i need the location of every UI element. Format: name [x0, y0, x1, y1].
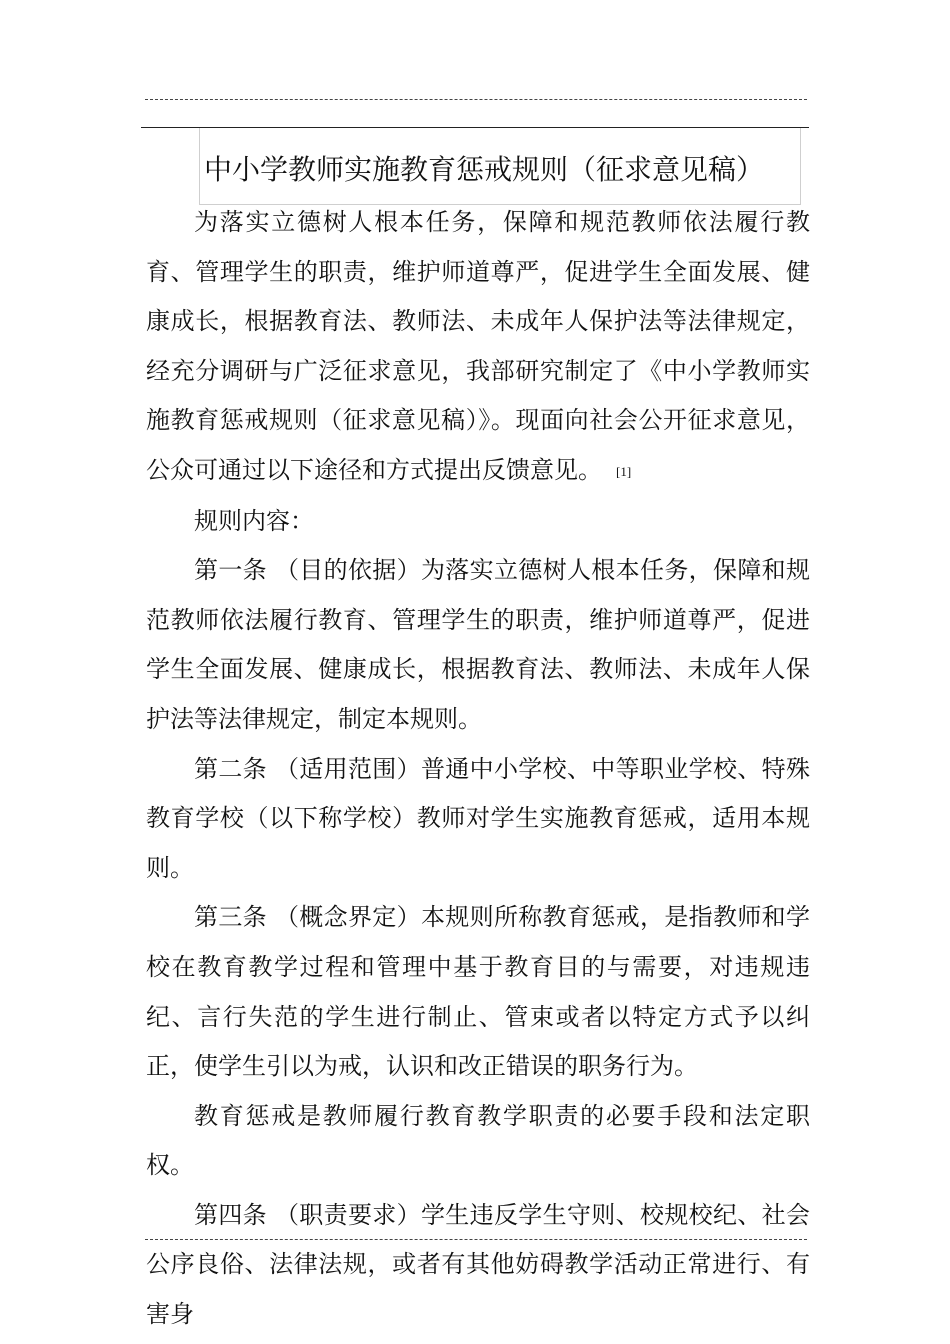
intro-paragraph	[146, 198, 810, 497]
document-body	[146, 198, 810, 1340]
article-2: 第二条 （适用范围）普通中小学校、中等职业学校、特殊教育学校（以下称学校）教师对学生实施教育惩戒，适用本规则。	[146, 754, 810, 882]
header-dashed-rule	[145, 99, 807, 100]
citation-marker[interactable]: [1]	[616, 463, 632, 479]
footer-dashed-rule	[145, 1239, 807, 1240]
article-4: 第四条 （职责要求）学生违反学生守则、校规校纪、社会公序良俗、法律法规，或者有其他妨碍教学活动正常进行、有害身	[146, 1200, 810, 1329]
intro-text: 为落实立德树人根本任务，保障和规范教师依法履行教育、管理学生的职责，维护师道尊严，促进学生全面发展、健康成长，根据教育法、教师法、未成年人保护法等法律规定，经充分调研与广泛征求意见，我部研究制定了《中小学教师实施教育惩戒规则（征求意见稿）》。现面向社会公开征求意见，公众可通过以下途径和方式提出反馈意见。	[146, 208, 810, 484]
rules-heading: 规则内容：	[194, 506, 314, 535]
document-title: 中小学教师实施教育惩戒规则（征求意见稿）	[204, 153, 765, 186]
article-3-note: 教育惩戒是教师履行教育教学职责的必要手段和法定职权。	[146, 1101, 810, 1180]
article-1: 第一条 （目的依据）为落实立德树人根本任务，保障和规范教师依法履行教育、管理学生的职责，维护师道尊严，促进学生全面发展、健康成长，根据教育法、教师法、未成年人保护法等法律规定，制定本规则。	[146, 556, 810, 733]
article-3: 第三条 （概念界定）本规则所称教育惩戒，是指教师和学校在教育教学过程和管理中基于教育目的与需要，对违规违纪、言行失范的学生进行制止、管束或者以特定方式予以纠正，使学生引以为戒，认识和改正错误的职务行为。	[146, 903, 810, 1081]
